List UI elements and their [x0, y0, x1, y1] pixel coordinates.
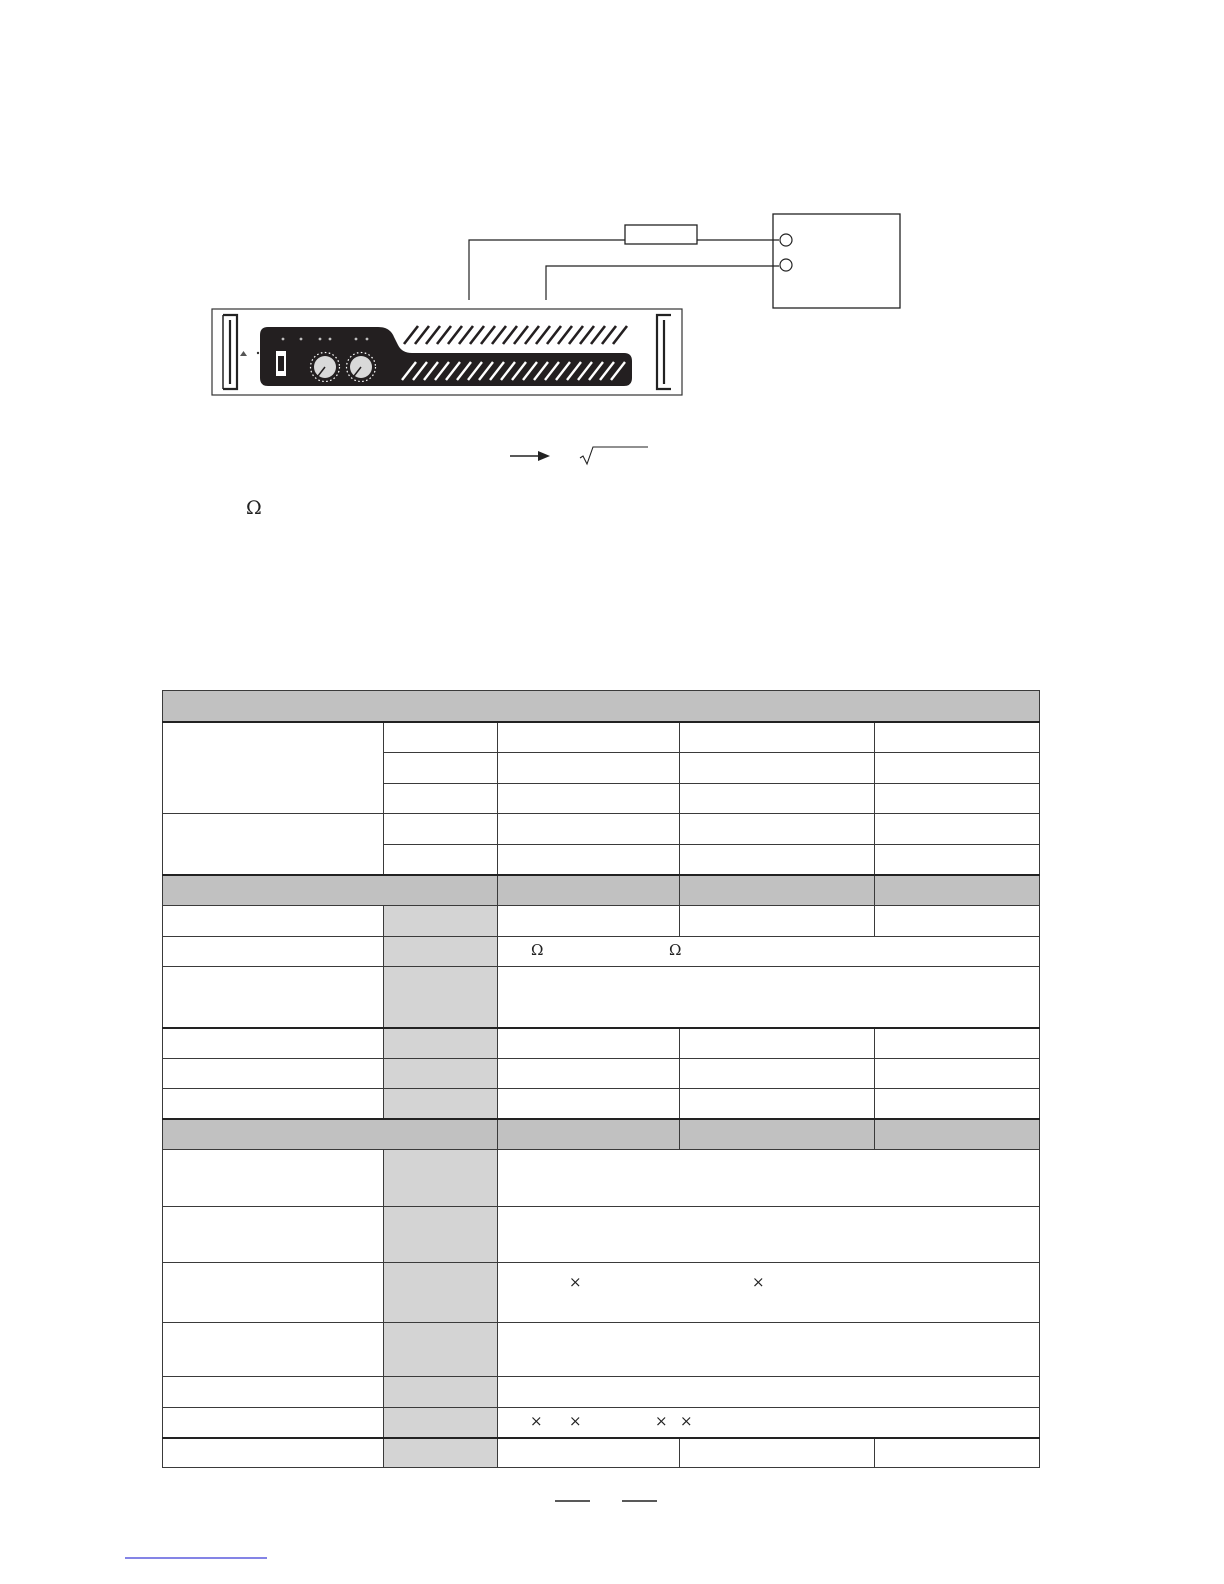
- table-cell: [875, 784, 1040, 814]
- table-cell: [163, 1263, 384, 1323]
- table-cell: [680, 906, 875, 937]
- table-cell: [680, 1059, 875, 1089]
- times-symbol: ×: [569, 1273, 582, 1291]
- table-cell: [163, 906, 384, 937]
- label-cell: [384, 967, 498, 1028]
- dimension-cell: [498, 1263, 1040, 1323]
- table-cell: [498, 845, 680, 875]
- section-header-cell: [498, 875, 680, 906]
- table-cell: [498, 1089, 680, 1119]
- table-title-cell: [163, 691, 1040, 722]
- label-cell: [384, 1323, 498, 1377]
- table-cell: [163, 1207, 384, 1263]
- table-row: [163, 722, 1040, 753]
- table-cell: [680, 845, 875, 875]
- table-cell: [384, 814, 498, 845]
- table-cell: [384, 753, 498, 784]
- table-cell: [680, 814, 875, 845]
- impedance-cell: [498, 937, 1040, 967]
- table-cell: [680, 722, 875, 753]
- wire-negative: [546, 266, 779, 300]
- label-cell: [384, 906, 498, 937]
- meter-box: [773, 214, 900, 308]
- times-symbol: ×: [752, 1273, 765, 1291]
- section-header-row: [163, 1119, 1040, 1150]
- table-cell: [384, 784, 498, 814]
- times-symbol: ×: [530, 1412, 543, 1430]
- table-row: [163, 1377, 1040, 1408]
- table-cell: [163, 937, 384, 967]
- table-cell: [875, 1059, 1040, 1089]
- table-cell: [498, 1028, 680, 1059]
- table-cell: [875, 1089, 1040, 1119]
- wire-positive: [469, 240, 625, 300]
- table-cell: [498, 814, 680, 845]
- spec-table: [162, 690, 1040, 1468]
- table-row: [163, 814, 1040, 845]
- section-header-cell: [163, 875, 498, 906]
- meter-terminal-2: [780, 259, 792, 271]
- table-row: [163, 1408, 1040, 1438]
- table-cell: [498, 1377, 1040, 1408]
- table-cell: [680, 784, 875, 814]
- table-cell: [875, 753, 1040, 784]
- footer-marks: [0, 1490, 1224, 1570]
- amplifier-front-panel: [212, 309, 682, 395]
- table-row: [163, 1150, 1040, 1207]
- section-header-cell: [498, 1119, 680, 1150]
- ohm-symbol: Ω: [531, 941, 544, 959]
- table-row: [163, 906, 1040, 937]
- table-cell: [875, 814, 1040, 845]
- times-symbol: ×: [655, 1412, 668, 1430]
- table-cell: [498, 784, 680, 814]
- meter-terminal-1: [780, 234, 792, 246]
- table-cell: [498, 1323, 1040, 1377]
- table-cell: [498, 967, 1040, 1028]
- table-cell: [875, 1028, 1040, 1059]
- table-row: [163, 1207, 1040, 1263]
- ohm-symbol: Ω: [669, 941, 682, 959]
- label-cell: [384, 1207, 498, 1263]
- times-symbol: ×: [569, 1412, 582, 1430]
- table-row: [163, 937, 1040, 967]
- table-cell: [875, 722, 1040, 753]
- label-cell: [384, 1263, 498, 1323]
- table-cell: [498, 722, 680, 753]
- table-cell: [680, 1438, 875, 1468]
- section-header-cell: [875, 875, 1040, 906]
- table-row: [163, 1089, 1040, 1119]
- section-header-cell: [163, 1119, 498, 1150]
- table-row: [163, 1059, 1040, 1089]
- table-cell: [498, 1207, 1040, 1263]
- table-cell: [163, 1438, 384, 1468]
- section-header-cell: [680, 1119, 875, 1150]
- label-cell: [384, 1089, 498, 1119]
- table-cell: [163, 722, 384, 814]
- section-header-cell: [875, 1119, 1040, 1150]
- table-cell: [680, 753, 875, 784]
- ohm-symbol: Ω: [246, 497, 262, 519]
- label-cell: [384, 937, 498, 967]
- table-row: [163, 967, 1040, 1028]
- section-header-cell: [680, 875, 875, 906]
- table-title-row: [163, 691, 1040, 722]
- table-cell: [875, 845, 1040, 875]
- label-cell: [384, 1028, 498, 1059]
- table-row: [163, 1323, 1040, 1377]
- table-cell: [875, 1438, 1040, 1468]
- table-cell: [498, 1059, 680, 1089]
- table-row: [163, 1263, 1040, 1323]
- table-cell: [163, 967, 384, 1028]
- section-header-row: [163, 875, 1040, 906]
- table-cell: [680, 1089, 875, 1119]
- table-cell: [498, 906, 680, 937]
- label-cell: [384, 1059, 498, 1089]
- times-symbol: ×: [680, 1412, 693, 1430]
- size-cell: [498, 1408, 1040, 1438]
- label-cell: [384, 1377, 498, 1408]
- table-cell: [384, 722, 498, 753]
- table-cell: [498, 1150, 1040, 1207]
- table-cell: [163, 814, 384, 875]
- table-cell: [163, 1377, 384, 1408]
- table-cell: [384, 845, 498, 875]
- table-cell: [163, 1089, 384, 1119]
- table-cell: [163, 1028, 384, 1059]
- sqrt-radical: [580, 447, 648, 464]
- table-cell: [163, 1323, 384, 1377]
- label-cell: [384, 1150, 498, 1207]
- table-row: [163, 1028, 1040, 1059]
- label-cell: [384, 1438, 498, 1468]
- table-row: [163, 1438, 1040, 1468]
- formula-arrowhead: [538, 451, 550, 461]
- resistor: [625, 225, 697, 244]
- wiring-diagram: [0, 0, 1224, 560]
- table-cell: [498, 1438, 680, 1468]
- label-cell: [384, 1408, 498, 1438]
- table-cell: [680, 1028, 875, 1059]
- table-cell: [163, 1408, 384, 1438]
- table-cell: [163, 1150, 384, 1207]
- table-cell: [875, 906, 1040, 937]
- table-cell: [498, 753, 680, 784]
- table-cell: [163, 1059, 384, 1089]
